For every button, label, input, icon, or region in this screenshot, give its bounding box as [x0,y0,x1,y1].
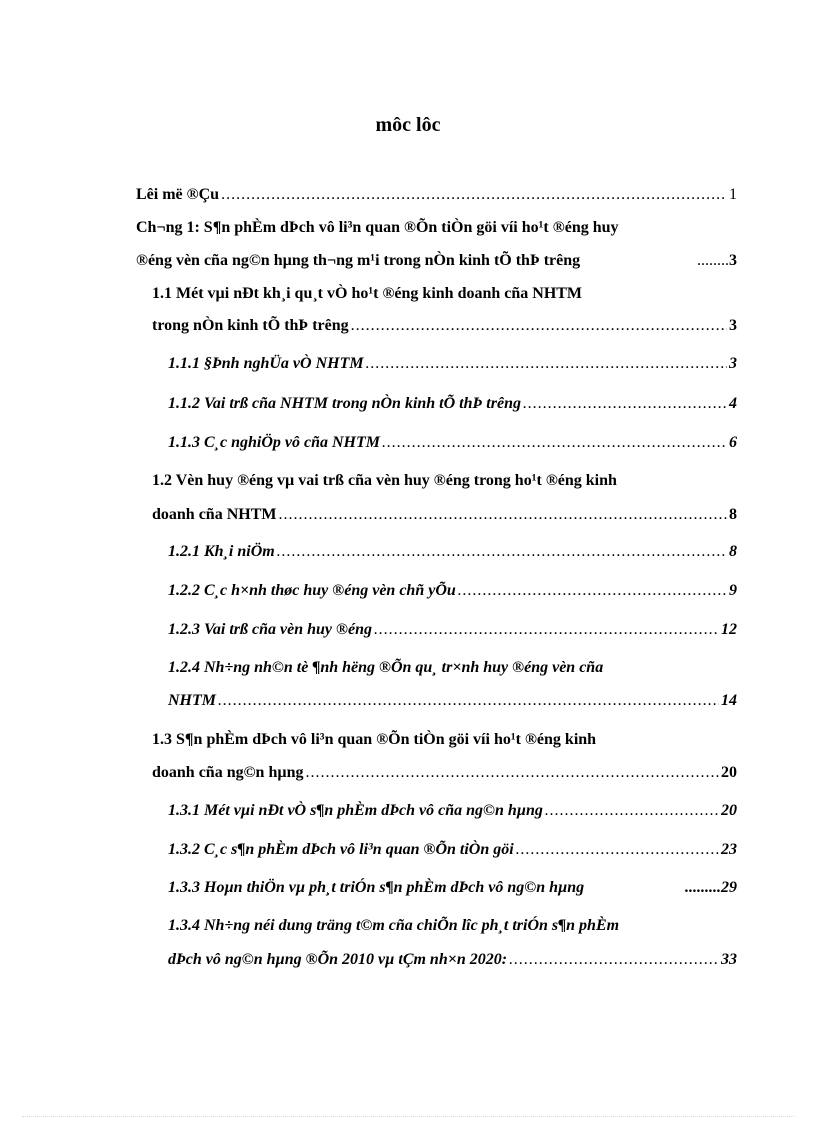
toc-entry-text: Lêi më ®Çu [136,186,220,203]
toc-page-number: 3 [729,317,737,334]
toc-entry-text: trong nÒn kinh tÕ thÞ trêng [152,317,349,334]
toc-leader-text: ......... [685,879,721,896]
toc-page-number: 20 [721,764,737,781]
toc-entry-intro[interactable] [136,186,737,204]
toc-page-number: 14 [721,692,737,709]
toc-entry-text: dÞch vô ng©n hµng ®Õn 2010 vµ tÇm nh×n 2020: [168,951,508,968]
toc-leader-text: ........ [697,252,729,269]
page-title: môc lôc [375,114,441,136]
toc-entry-1-3-1[interactable] [168,802,737,820]
toc-page-number: 8 [729,506,737,523]
page-bottom-divider [22,1116,794,1117]
toc-page-number: 29 [721,879,737,896]
toc-page-number: 6 [729,434,737,451]
toc-page-number: 33 [721,951,737,968]
toc-entry-1-1-3[interactable] [168,434,737,452]
dot-leader [382,434,727,452]
toc-entry-text: 1.3.3 Hoµn thiÖn vµ ph¸t triÓn s¶n phÈm dÞch vô ng©n hµng [168,879,585,896]
dot-leader [458,582,727,600]
toc-entry-chapter-1[interactable] [136,252,737,270]
dot-leader [218,692,719,710]
toc-page-number: 20 [721,802,737,819]
toc-entry-text: 1.2.2 C¸c h×nh thøc huy ®éng vèn chñ yÕu [168,582,456,599]
toc-entry-1-2-1[interactable] [168,543,737,561]
toc-page-number: 1 [729,186,737,203]
toc-entry-text: 1.3.1 Mét vµi nÐt vÒ s¶n phÈm dÞch vô cña ng©n hµng [168,802,543,819]
toc-entry-1-1[interactable] [152,317,737,335]
dot-leader [366,355,727,373]
toc-entry-1-1-1[interactable] [168,355,737,373]
toc-page-number: 4 [729,395,737,412]
dot-leader [545,802,719,820]
toc-entry-text: 1.3.2 C¸c s¶n phÈm dÞch vô li³n quan ®Õn tiÒn göi [168,841,514,858]
toc-entry-1-3-line1[interactable]: 1.3 S¶n phÈm dÞch vô li³n quan ®Õn tiÒn göi víi ho¹t ®éng kinh [152,731,597,748]
toc-entry-text: 1.2.3 Vai trß cña vèn huy ®éng [168,621,372,638]
dot-leader [351,317,727,335]
dot-leader [516,841,719,859]
dot-leader [509,951,719,969]
toc-entry-text: ®éng vèn cña ng©n hµng th¬ng m¹i trong nÒn kinh tÕ thÞ trêng [136,252,581,269]
toc-entry-1-1-line1[interactable]: 1.1 Mét vµi nÐt kh¸i qu¸t vÒ ho¹t ®éng kinh doanh cña NHTM [152,285,583,302]
toc-entry-1-3-3[interactable] [168,879,737,897]
toc-entry-text: NHTM [168,692,216,709]
toc-entry-text: doanh cña ng©n hµng [152,764,304,781]
toc-entry-1-2-2[interactable] [168,582,737,600]
toc-entry-1-2-4[interactable] [168,692,737,710]
toc-entry-1-1-2[interactable] [168,395,737,413]
toc-entry-1-2-3[interactable] [168,621,737,639]
toc-entry-text: 1.1.3 C¸c nghiÖp vô cña NHTM [168,434,380,451]
dot-leader [305,764,719,782]
toc-page-number: 3 [729,252,737,269]
toc-entry-text: 1.1.1 §Þnh nghÜa vÒ NHTM [168,355,364,372]
toc-entry-text: 1.2.1 Kh¸i niÖm [168,543,275,560]
dot-leader [277,543,727,561]
toc-page-number: 8 [729,543,737,560]
toc-entry-1-2-4-line1[interactable]: 1.2.4 Nh÷ng nh©n tè ¶nh hëng ®Õn qu¸ tr×nh huy ®éng vèn cña [168,659,604,676]
toc-entry-chapter-1-line1[interactable]: Ch¬ng 1: S¶n phÈm dÞch vô li³n quan ®Õn tiÒn göi víi ho¹t ®éng huy [136,219,619,236]
toc-page-number: 12 [721,621,737,638]
toc-entry-1-3-4[interactable] [168,951,737,969]
dot-leader [374,621,719,639]
toc-page-number: 3 [729,355,737,372]
dot-leader [221,186,727,204]
toc-page-number: 23 [721,841,737,858]
toc-entry-1-3-4-line1[interactable]: 1.3.4 Nh÷ng néi dung träng t©m cña chiÕn lîc ph¸t triÓn s¶n phÈm [168,917,620,934]
toc-entry-1-3[interactable] [152,764,737,782]
dot-leader [523,395,727,413]
toc-entry-text: doanh cña NHTM [152,506,277,523]
dot-leader [278,506,727,524]
toc-entry-1-2-line1[interactable]: 1.2 Vèn huy ®éng vµ vai trß cña vèn huy ®éng trong ho¹t ®éng kinh [152,472,617,489]
toc-page-number: 9 [729,582,737,599]
toc-entry-text: 1.1.2 Vai trß cña NHTM trong nÒn kinh tÕ thÞ trêng [168,395,521,412]
toc-entry-1-2[interactable] [152,506,737,524]
toc-entry-1-3-2[interactable] [168,841,737,859]
